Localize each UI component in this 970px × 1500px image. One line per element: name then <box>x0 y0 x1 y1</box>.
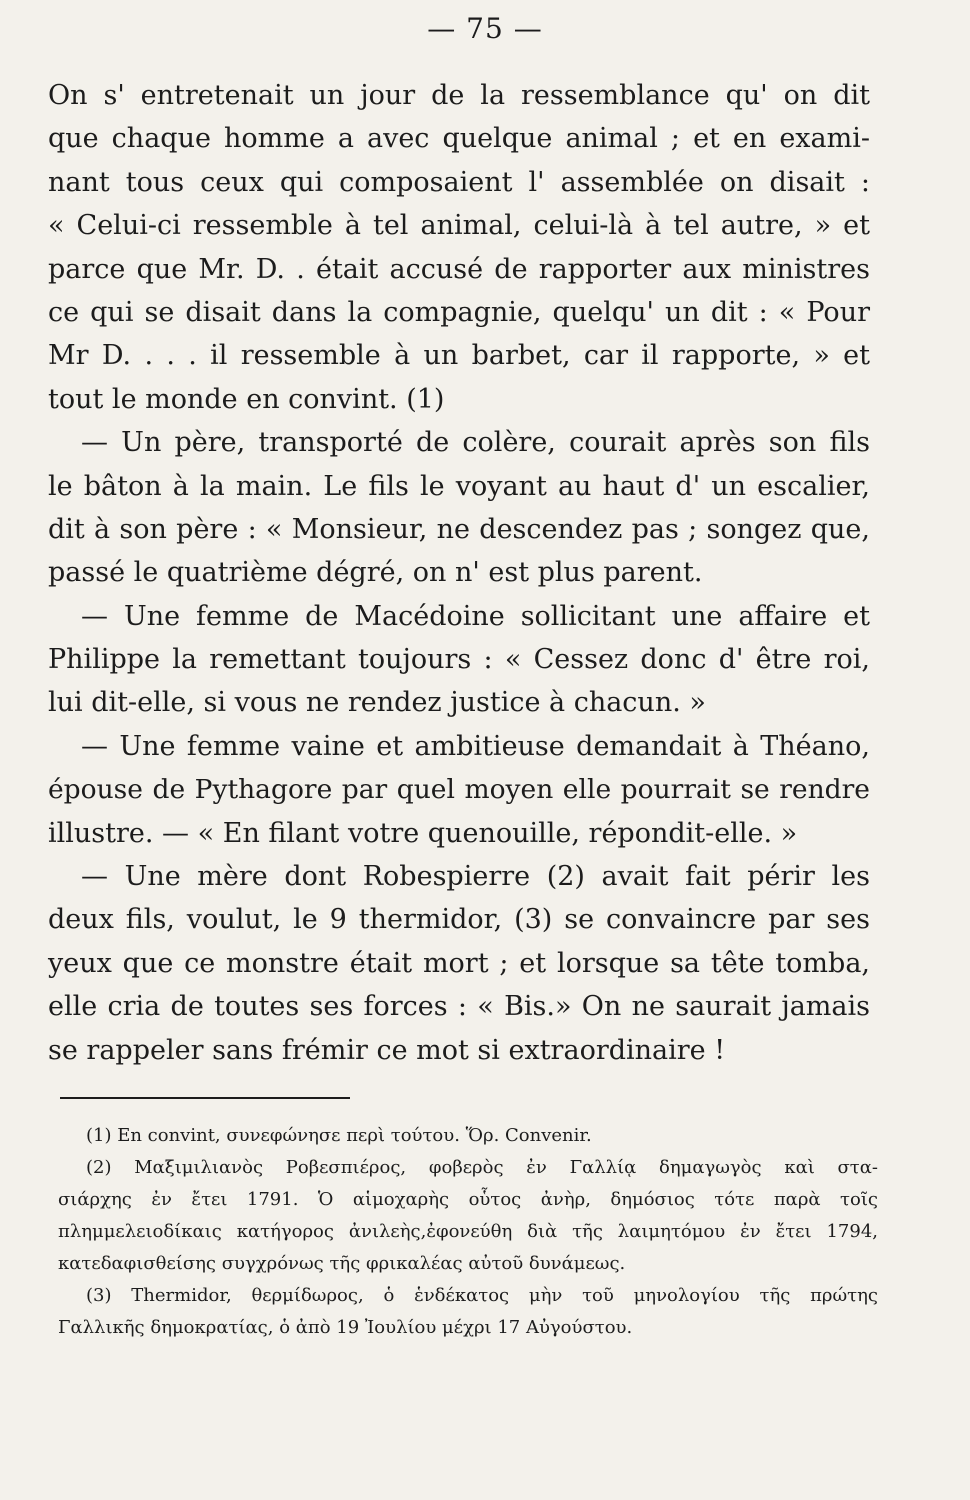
text-line: lui dit-elle, si vous ne rendez justice à chacun. » <box>48 687 706 719</box>
text-line: « Celui-ci ressemble à tel animal, celui-là à tel autre, » et <box>48 210 870 242</box>
page-number: — 75 — <box>427 12 543 45</box>
footnote-line: Γαλλικῆς δημοκρατίας, ὁ ἀπὸ 19 Ἰουλίου μέχρι 17 Αὐγούστου. <box>58 1317 633 1338</box>
text-line: — Une mère dont Robespierre (2) avait fait périr les <box>81 861 870 893</box>
text-line: Mr D. . . . il ressemble à un barbet, car il rapporte, » et <box>48 340 870 372</box>
text-line: épouse de Pythagore par quel moyen elle pourrait se rendre <box>48 774 870 806</box>
text-line: tout le monde en convint. (1) <box>48 383 445 415</box>
footnote-line: πλημμελειοδίκαις κατήγορος ἀνιλεὴς,ἐφονεύθη διὰ τῆς λαιμητόμου ἐν ἔτει 1794, <box>58 1221 878 1242</box>
text-line: — Une femme de Macédoine sollicitant une affaire et <box>81 600 870 632</box>
text-line: dit à son père : « Monsieur, ne descendez pas ; songez que, <box>48 513 870 545</box>
text-line: ce qui se disait dans la compagnie, quelqu' un dit : « Pour <box>48 296 870 328</box>
text-line: parce que Mr. D. . était accusé de rapporter aux ministres <box>48 253 870 285</box>
footnotes <box>58 1120 878 1344</box>
footnote-divider <box>60 1097 350 1099</box>
text-line: se rappeler sans frémir ce mot si extraordinaire ! <box>48 1034 726 1066</box>
text-line: Philippe la remettant toujours : « Cessez donc d' être roi, <box>48 644 870 676</box>
footnote-line: κατεδαφισθείσης συγχρόνως τῆς φρικαλέας αὐτοῦ δυνάμεως. <box>58 1253 626 1274</box>
text-line: illustre. — « En filant votre quenouille, répondit-elle. » <box>48 817 798 849</box>
text-line: — Une femme vaine et ambitieuse demandait à Théano, <box>81 730 870 762</box>
footnote-line: (1) En convint, συνεφώνησε περὶ τούτου. Ὅρ. Convenir. <box>86 1125 592 1146</box>
text-line: que chaque homme a avec quelque animal ; et en exami- <box>48 123 870 155</box>
body-text <box>48 74 870 1072</box>
footnote-line: σιάρχης ἐν ἔτει 1791. Ὁ αἱμοχαρὴς οὗτος ἀνὴρ, δημόσιος τότε παρὰ τοῖς <box>58 1189 878 1210</box>
text-line: deux fils, voulut, le 9 thermidor, (3) se convaincre par ses <box>48 904 870 936</box>
text-line: On s' entretenait un jour de la ressemblance qu' on dit <box>48 80 870 111</box>
text-line: elle cria de toutes ses forces : « Bis.» On ne saurait jamais <box>48 991 870 1023</box>
text-line: yeux que ce monstre était mort ; et lorsque sa tête tomba, <box>48 947 870 979</box>
footnote-line: (2) Μαξιμιλιανὸς Ροβεσπιέρος, φοβερὸς ἐν Γαλλίᾳ δημαγωγὸς καὶ στα- <box>86 1157 878 1178</box>
text-line: passé le quatrième dégré, on n' est plus parent. <box>48 557 703 589</box>
footnote-line: (3) Thermidor, θερμίδωρος, ὁ ἑνδέκατος μὴν τοῦ μηνολογίου τῆς πρώτης <box>86 1285 878 1306</box>
text-line: nant tous ceux qui composaient l' assemblée on disait : <box>48 166 870 198</box>
text-line: le bâton à la main. Le fils le voyant au haut d' un escalier, <box>48 470 870 502</box>
text-line: — Un père, transporté de colère, courait après son fils <box>81 427 870 459</box>
